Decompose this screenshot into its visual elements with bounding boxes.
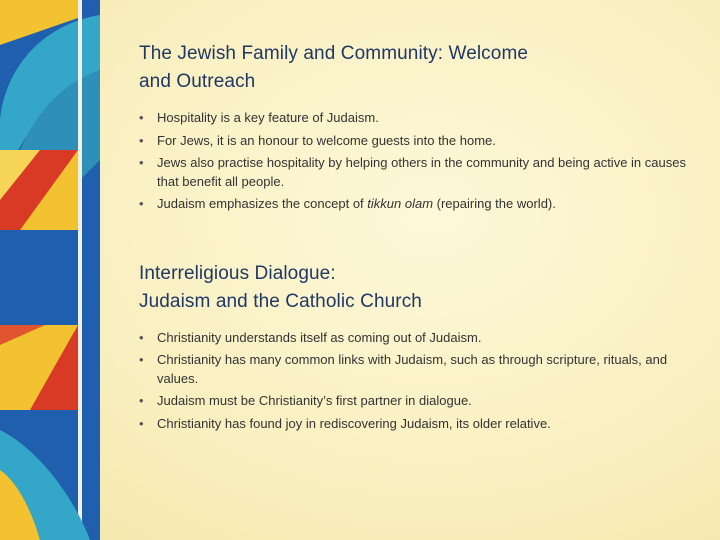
list-item: • Christianity has many common links with Judaism, such as through scripture, rituals, and values. [139, 352, 668, 386]
section1-bullet-list [139, 109, 699, 214]
section1-title [139, 40, 699, 96]
list-item: • For Jews, it is an honour to welcome guests into the home. [139, 132, 699, 151]
tikkun-olam-term: tikkun olam [367, 196, 434, 211]
section1-title-line2: and Outreach [139, 71, 256, 92]
list-item: • Judaism must be Christianity’s first partner in dialogue. [139, 392, 699, 411]
decorative-side-band [0, 0, 100, 540]
list-item: • Jews also practise hospitality by helping others in the community and being active in causes that benefit all people. [139, 155, 686, 189]
section2-title-line1: Interreligious Dialogue: [139, 262, 336, 284]
bullet-icon: • [139, 352, 144, 367]
bullet-icon: • [139, 329, 144, 345]
list-item: • Hospitality is a key feature of Judaism. [139, 109, 699, 128]
list-item: • Christianity has found joy in rediscovering Judaism, its older relative. [139, 415, 699, 434]
section2-bullet-list [139, 329, 699, 434]
list-item: • Christianity understands itself as coming out of Judaism. [139, 329, 699, 348]
bullet-icon: • [139, 132, 144, 148]
slide-content [139, 40, 699, 437]
bullet-icon: • [139, 196, 144, 211]
bullet-icon: • [139, 415, 144, 431]
bullet-icon: • [139, 393, 144, 408]
list-item: • Judaism emphasizes the concept of tikkun olam (repairing the world). [139, 195, 699, 214]
bullet-icon: • [139, 110, 144, 125]
section2-title [139, 260, 699, 316]
section2-title-line2: Judaism and the Catholic Church [139, 290, 422, 312]
section1-title-line1: The Jewish Family and Community: Welcome [139, 43, 529, 64]
bullet-icon: • [139, 155, 144, 170]
